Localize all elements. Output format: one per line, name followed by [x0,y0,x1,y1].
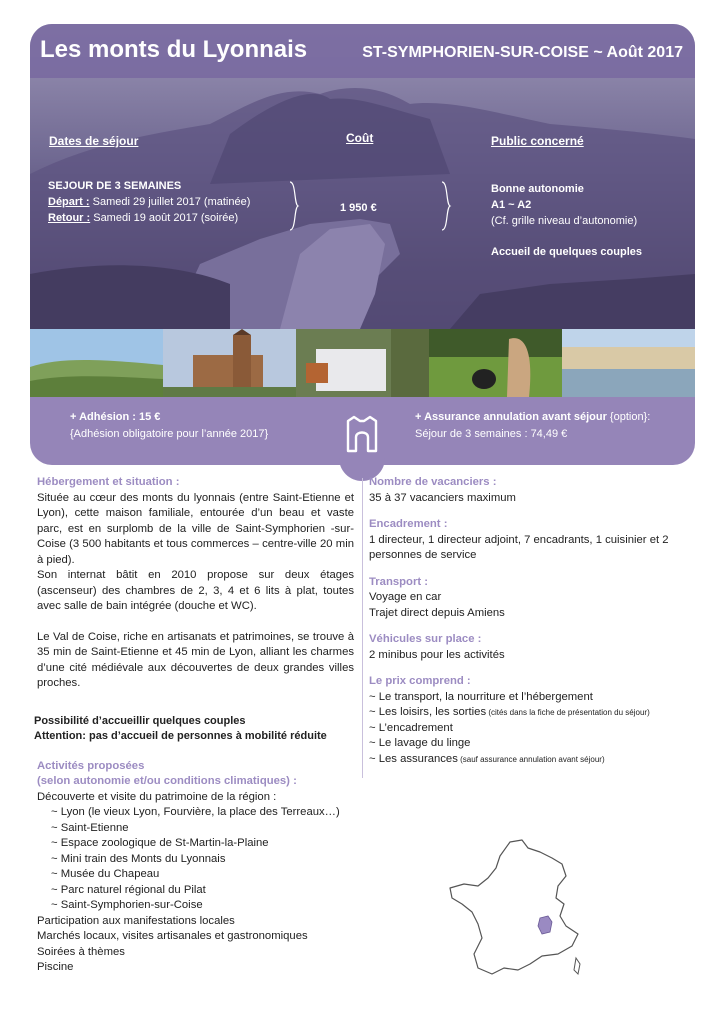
public-line-2: A1 ~ A2 [491,199,532,211]
transport-title: Transport : [369,575,428,588]
public-line-1: Bonne autonomie [491,183,584,195]
prix-item-3: ~ L’encadrement [369,721,453,734]
right-column [369,475,689,767]
adhesion-block [70,409,268,443]
page-title: Les monts du Lyonnais [40,36,308,63]
nombre-value: 35 à 37 vacanciers maximum [369,491,516,504]
left-column [34,475,354,976]
column-divider [362,478,363,778]
hebergement-paragraph-1: Située au cœur des monts du lyonnais (entre Saint-Etienne et Lyon), cette maison familiale, entourée d’un beau et vaste parc, est en surplomb de la ville de Saint-Symphorien -sur-Coise (3 500 habitants et tous commerces – centre-ville 20 min à pied). [37,491,354,566]
attention-note: Attention: pas d’accueil de personnes à mobilité réduite [34,730,327,742]
photo-strip [30,329,695,397]
landscape-photo [30,329,163,397]
hebergement-title: Hébergement et situation : [37,476,180,488]
list-item: Soirées à thèmes [37,945,125,958]
activites-extra [37,914,354,976]
assurance-block [415,409,650,443]
list-item: ~ Lyon (le vieux Lyon, Fourvière, la place des Terreaux…) [51,806,340,818]
dates-header: Dates de séjour [49,134,139,148]
depart-label: Départ : [48,196,90,208]
zoo-photo [429,329,562,397]
vehicules-value: 2 minibus pour les activités [369,648,505,661]
retour-label: Retour : [48,212,91,224]
list-item: ~ Musée du Chapeau [51,868,160,880]
public-header: Public concerné [491,134,584,148]
cost-header: Coût [346,131,374,145]
prix-item-1: ~ Le transport, la nourriture et l’hébergement [369,690,593,703]
activites-list [37,805,354,914]
list-item: Piscine [37,961,74,973]
page-subtitle: ST-SYMPHORIEN-SUR-COISE ~ Août 2017 [362,44,683,61]
public-block [491,181,691,260]
depart-value: Samedi 29 juillet 2017 (matinée) [89,196,251,208]
prix-item-4: ~ Le lavage du linge [369,737,471,749]
house-photo [296,329,429,397]
adhesion-label: + Adhésion : 15 € [70,411,161,423]
assurance-value: Séjour de 3 semaines : 74,49 € [415,428,568,440]
list-item: ~ Parc naturel régional du Pilat [51,883,206,896]
list-item: ~ Saint-Etienne [51,821,129,834]
hebergement-paragraph-2: Son internat bâtit en 2010 propose sur deux étages (ascenseur) des chambres de 2, 3, 4 et 6 lits à plat, toutes avec salle de bain intégrée (douche et WC). [37,569,354,612]
list-item: Marchés locaux, visites artisanales et gastronomiques [37,930,308,942]
adhesion-note: {Adhésion obligatoire pour l’année 2017} [70,428,269,440]
sejour-label: SEJOUR DE 3 SEMAINES [48,180,182,192]
transport-line-1: Voyage en car [369,591,442,603]
prix-item-5: ~ Les assurances [369,752,458,765]
castle-icon [344,415,380,453]
activites-intro: Découverte et visite du patrimoine de la région : [37,790,277,803]
assurance-label: + Assurance annulation avant séjour [415,411,607,423]
corsica-outline [574,958,580,974]
public-line-4: Accueil de quelques couples [491,246,642,258]
prix-item-2-note: (cités dans la fiche de présentation du séjour) [486,708,650,717]
list-item: ~ Saint-Symphorien-sur-Coise [51,899,203,911]
encadrement-title: Encadrement : [369,518,448,530]
activites-subtitle: (selon autonomie et/ou conditions climatiques) : [37,775,297,787]
couples-note: Possibilité d’accueillir quelques couples [34,714,246,727]
church-photo [163,329,296,397]
activites-title: Activités proposées [37,759,145,772]
list-item: ~ Mini train des Monts du Lyonnais [51,852,226,865]
hebergement-paragraph-3: Le Val de Coise, riche en artisanats et patrimoines, se trouve à 35 min de Saint-Etienne et 45 min de Lyon, alliant les charmes d’une cité médiévale aux découvertes de deux grandes villes proches. [37,630,354,689]
prix-item-5-note: (sauf assurance annulation avant séjour) [457,754,605,764]
lyon-photo [562,329,695,397]
vehicules-title: Véhicules sur place : [369,633,482,645]
public-line-3: (Cf. grille niveau d’autonomie) [491,215,638,227]
prix-item-2: ~ Les loisirs, les sorties [369,706,487,718]
retour-value: Samedi 19 août 2017 (soirée) [90,212,239,224]
dates-block [48,178,288,226]
title-bar [30,24,695,78]
cost-value: 1 950 € [340,202,377,214]
list-item: ~ Espace zoologique de St-Martin-la-Plaine [51,837,269,849]
region-highlight [538,916,552,934]
transport-line-2: Trajet direct depuis Amiens [369,606,505,619]
hero-banner [30,24,695,329]
france-map [448,838,584,980]
assurance-option: {option}: [606,411,651,423]
brace-icon [440,180,452,232]
list-item: Participation aux manifestations locales [37,914,235,927]
encadrement-value: 1 directeur, 1 directeur adjoint, 7 encadrants, 1 cuisinier et 2 personnes de service [369,533,669,561]
prix-title: Le prix comprend : [369,675,471,687]
brace-icon [288,180,300,232]
nombre-title: Nombre de vacanciers : [369,476,497,488]
